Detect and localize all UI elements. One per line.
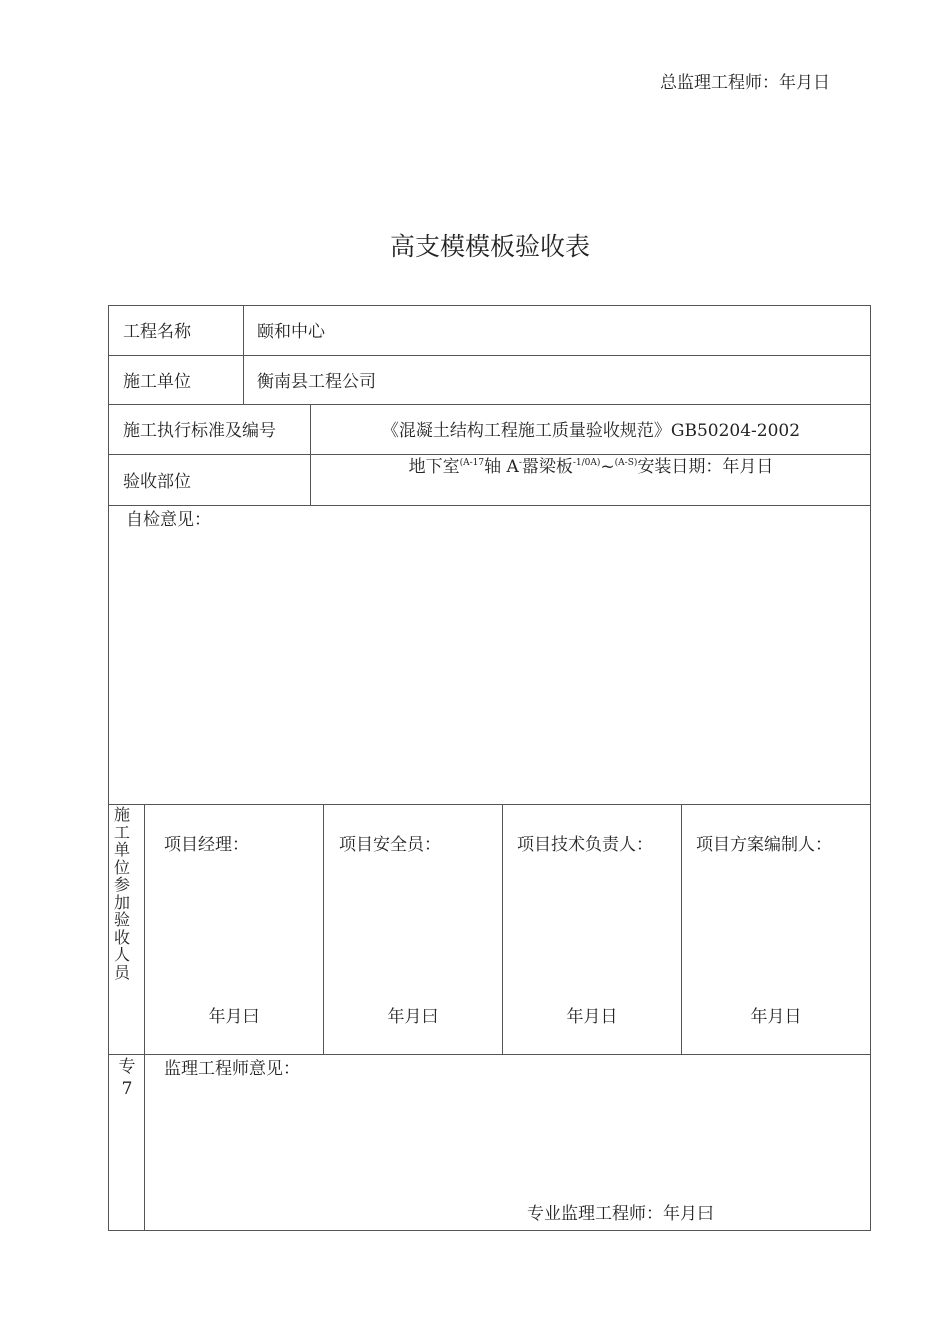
technical-lead-label: 项目技术负责人： xyxy=(517,835,653,855)
location-label: 验收部位 xyxy=(123,472,191,492)
contractor-value: 衡南县工程公司 xyxy=(257,372,376,392)
table-border-right xyxy=(870,305,871,1231)
location-superscript: (A-S) xyxy=(614,458,638,468)
location-superscript: - xyxy=(518,458,522,468)
location-superscript: -1/0A) xyxy=(572,458,601,468)
location-text: 地下室 xyxy=(408,457,460,477)
project-manager-date: 年月曰 xyxy=(208,1007,260,1027)
supervisor-opinion-label: 监理工程师意见： xyxy=(164,1059,300,1079)
standard-label: 施工执行标准及编号 xyxy=(123,421,276,441)
contractor-label: 施工单位 xyxy=(123,372,191,392)
supervisor-signature-line: 专业监理工程师：年月曰 xyxy=(527,1204,714,1224)
plan-author-date: 年月日 xyxy=(750,1007,802,1027)
table-column-divider xyxy=(243,305,244,405)
install-date-text: 安装日期：年月日 xyxy=(637,457,774,477)
plan-author-label: 项目方案编制人： xyxy=(696,835,832,855)
table-row-divider xyxy=(108,355,871,356)
table-row-divider xyxy=(108,454,871,455)
table-column-divider xyxy=(310,404,311,505)
table-row-divider xyxy=(108,404,871,405)
table-border-top xyxy=(108,305,871,306)
participants-side-label: 施工单位参加验收人员 xyxy=(113,805,130,982)
supervisor-side-label: 专7 xyxy=(118,1057,136,1099)
table-row-divider xyxy=(108,804,871,805)
table-border-bottom xyxy=(108,1230,871,1231)
technical-lead-date: 年月日 xyxy=(566,1007,618,1027)
project-name-value: 颐和中心 xyxy=(257,322,325,342)
self-check-label: 自检意见： xyxy=(126,510,211,530)
location-text: 轴 A xyxy=(484,457,519,477)
standard-value: 《混凝土结构工程施工质量验收规范》GB50204-2002 xyxy=(381,421,801,441)
project-manager-label: 项目经理： xyxy=(164,835,249,855)
project-name-label: 工程名称 xyxy=(123,322,191,342)
table-border-left xyxy=(108,305,109,1231)
location-value xyxy=(311,457,871,477)
safety-officer-date: 年月曰 xyxy=(387,1007,439,1027)
form-title: 高支模模板验收表 xyxy=(389,232,590,261)
location-superscript: (A-17 xyxy=(459,458,485,468)
table-row-divider xyxy=(108,505,871,506)
location-text: 嚣梁板 xyxy=(521,457,573,477)
location-text: ~ xyxy=(600,457,615,477)
table-row-divider xyxy=(108,1054,871,1055)
chief-supervisor-signature-line: 总监理工程师：年月日 xyxy=(660,73,830,93)
safety-officer-label: 项目安全员： xyxy=(339,835,441,855)
